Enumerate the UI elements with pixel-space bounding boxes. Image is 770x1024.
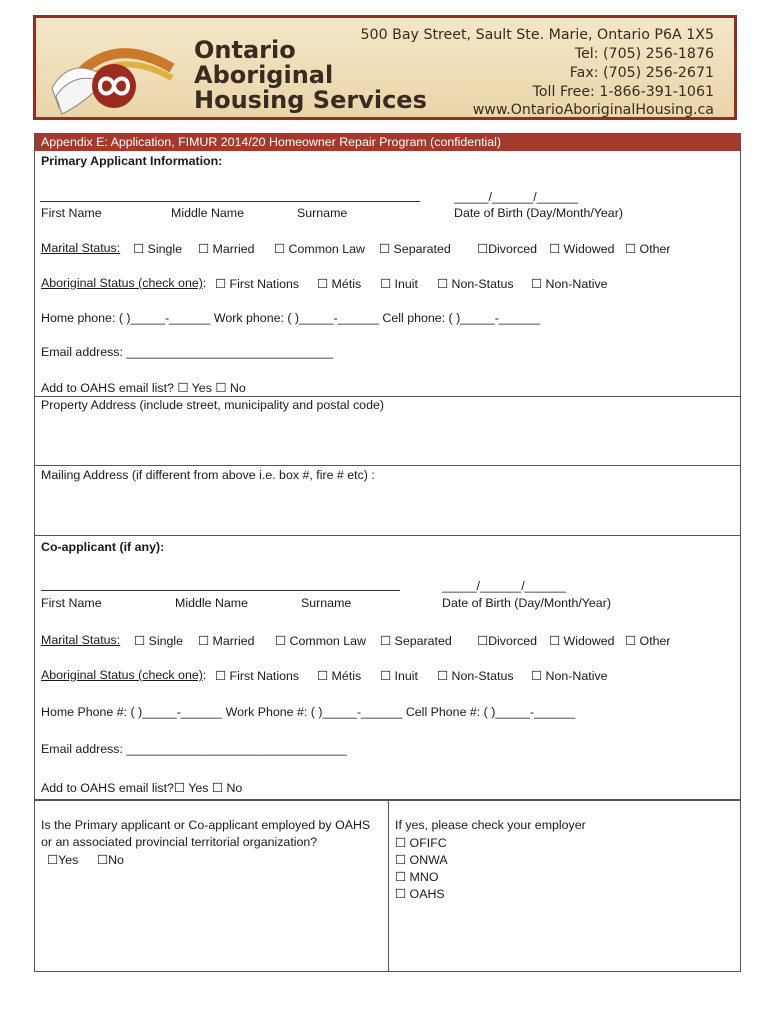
coapp-first-name-label: First Name <box>41 596 102 610</box>
primary-section-frame <box>34 133 741 800</box>
org-name-line2: Aboriginal <box>194 61 334 89</box>
org-name-line3: Housing Services <box>194 86 427 114</box>
divider <box>34 535 741 536</box>
property-address-label: Property Address (include street, municipality and postal code) <box>41 398 384 412</box>
org-address: 500 Bay Street, Sault Ste. Marie, Ontario P6A 1X5 <box>360 27 714 43</box>
coapp-marital-common-law-checkbox[interactable]: ☐ Common Law <box>275 634 366 648</box>
oahs-logo <box>44 18 184 118</box>
first-name-label: First Name <box>41 206 102 220</box>
coapp-marital-married-checkbox[interactable]: ☐ Married <box>198 634 255 648</box>
coapp-aboriginal-first-nations-checkbox[interactable]: ☐ First Nations <box>215 669 300 683</box>
mailing-address-label: Mailing Address (if different from above i.e. box #, fire # etc) : <box>41 468 375 482</box>
coapp-aboriginal-metis-checkbox[interactable]: ☐ Métis <box>317 669 362 683</box>
coapp-middle-name-label: Middle Name <box>175 596 248 610</box>
org-website: www.OntarioAboriginalHousing.ca <box>472 102 714 118</box>
employer-oahs-checkbox[interactable]: ☐ OAHS <box>395 887 445 901</box>
primary-dob-field[interactable]: _____/______/______ <box>454 190 579 204</box>
divider <box>388 800 389 972</box>
aboriginal-inuit-checkbox[interactable]: ☐ Inuit <box>380 277 418 291</box>
coapp-email-list-checkbox[interactable]: Add to OAHS email list?☐ Yes ☐ No <box>41 781 243 795</box>
surname-label: Surname <box>297 206 348 220</box>
marital-single-checkbox[interactable]: ☐ Single <box>133 242 182 256</box>
coapp-email-field[interactable]: Email address: ________________________________ <box>41 742 347 756</box>
divider <box>34 396 741 397</box>
coapp-aboriginal-non-status-checkbox[interactable]: ☐ Non-Status <box>437 669 514 683</box>
primary-phone-fields[interactable]: Home phone: ( )_____-______ Work phone: ( )_____-______ Cell phone: ( )_____-______ <box>41 311 541 325</box>
primary-email-list-checkbox[interactable]: Add to OAHS email list? ☐ Yes ☐ No <box>41 381 246 395</box>
marital-separated-checkbox[interactable]: ☐ Separated <box>379 242 451 256</box>
aboriginal-status-colon: : <box>202 276 207 290</box>
header-banner <box>33 15 737 120</box>
primary-email-field[interactable]: Email address: ______________________________ <box>41 345 334 359</box>
coapp-aboriginal-status-colon: : <box>202 668 207 682</box>
org-tollfree: Toll Free: 1-866-391-1061 <box>532 84 714 100</box>
employer-mno-checkbox[interactable]: ☐ MNO <box>395 870 439 884</box>
employment-question-line2: or an associated provincial territorial organization? <box>41 835 318 849</box>
form-title: Appendix E: Application, FIMUR 2014/20 Homeowner Repair Program (confidential) <box>34 133 741 151</box>
dob-label: Date of Birth (Day/Month/Year) <box>454 206 623 220</box>
marital-married-checkbox[interactable]: ☐ Married <box>198 242 255 256</box>
employer-onwa-checkbox[interactable]: ☐ ONWA <box>395 853 448 867</box>
primary-name-field[interactable] <box>40 201 420 202</box>
divider <box>34 465 741 466</box>
coapp-marital-divorced-checkbox[interactable]: ☐Divorced <box>477 634 537 648</box>
coapp-aboriginal-non-native-checkbox[interactable]: ☐ Non-Native <box>531 669 608 683</box>
aboriginal-metis-checkbox[interactable]: ☐ Métis <box>317 277 362 291</box>
coapp-dob-label: Date of Birth (Day/Month/Year) <box>442 596 611 610</box>
primary-heading: Primary Applicant Information: <box>41 154 223 168</box>
coapp-marital-other-checkbox[interactable]: ☐ Other <box>625 634 671 648</box>
aboriginal-non-status-checkbox[interactable]: ☐ Non-Status <box>437 277 514 291</box>
org-fax: Fax: (705) 256-2671 <box>569 65 714 81</box>
coapp-aboriginal-status-label <box>41 668 206 682</box>
org-tel: Tel: (705) 256-1876 <box>574 46 714 62</box>
coapp-marital-status-label: Marital Status: <box>41 633 121 647</box>
coapp-aboriginal-status-text: Aboriginal Status (check one) <box>41 668 203 682</box>
coapp-marital-single-checkbox[interactable]: ☐ Single <box>134 634 183 648</box>
marital-status-label: Marital Status: <box>41 241 121 255</box>
coapp-dob-field[interactable]: _____/______/______ <box>442 579 567 593</box>
aboriginal-first-nations-checkbox[interactable]: ☐ First Nations <box>215 277 300 291</box>
coapp-name-field[interactable] <box>41 590 400 591</box>
employment-no-checkbox[interactable]: ☐No <box>97 853 124 867</box>
employer-label: If yes, please check your employer <box>395 818 586 832</box>
coapplicant-heading: Co-applicant (if any): <box>41 540 165 554</box>
employment-yes-checkbox[interactable]: ☐Yes <box>47 853 79 867</box>
employer-ofifc-checkbox[interactable]: ☐ OFIFC <box>395 836 447 850</box>
aboriginal-status-text: Aboriginal Status (check one) <box>41 276 203 290</box>
coapp-marital-separated-checkbox[interactable]: ☐ Separated <box>380 634 452 648</box>
middle-name-label: Middle Name <box>171 206 244 220</box>
marital-widowed-checkbox[interactable]: ☐ Widowed <box>549 242 615 256</box>
coapp-marital-widowed-checkbox[interactable]: ☐ Widowed <box>549 634 615 648</box>
coapp-surname-label: Surname <box>301 596 352 610</box>
coapp-aboriginal-inuit-checkbox[interactable]: ☐ Inuit <box>380 669 418 683</box>
marital-common-law-checkbox[interactable]: ☐ Common Law <box>274 242 365 256</box>
coapp-phone-fields[interactable]: Home Phone #: ( )_____-______ Work Phone #: ( )_____-______ Cell Phone #: ( )_____-______ <box>41 705 576 719</box>
org-name-line1: Ontario <box>194 36 296 64</box>
aboriginal-status-label <box>41 276 206 290</box>
marital-other-checkbox[interactable]: ☐ Other <box>625 242 671 256</box>
aboriginal-non-native-checkbox[interactable]: ☐ Non-Native <box>531 277 608 291</box>
employment-question-line1: Is the Primary applicant or Co-applicant employed by OAHS <box>41 818 371 832</box>
marital-divorced-checkbox[interactable]: ☐Divorced <box>477 242 537 256</box>
